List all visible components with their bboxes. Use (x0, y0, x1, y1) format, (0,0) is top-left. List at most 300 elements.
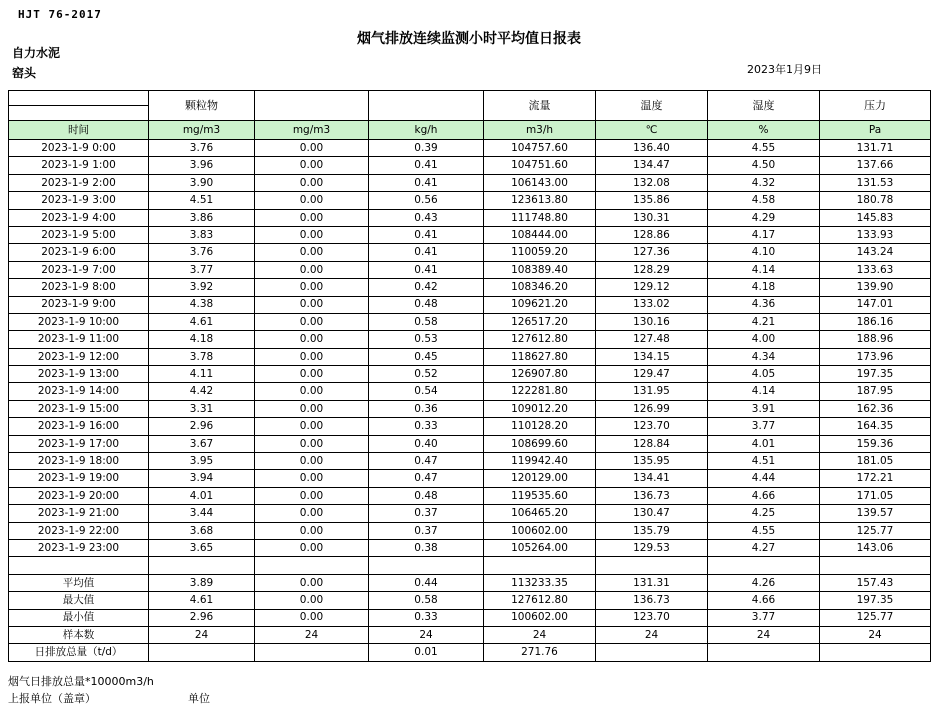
table-row (9, 487, 931, 504)
value-cell: 143.06 (820, 539, 931, 556)
value-cell: 4.18 (708, 279, 820, 296)
time-cell: 2023-1-9 9:00 (9, 296, 149, 313)
value-cell: 0.56 (369, 192, 484, 209)
value-cell: 0.00 (255, 261, 369, 278)
value-cell: 4.05 (708, 366, 820, 383)
value-cell: 133.02 (596, 296, 708, 313)
table-row (9, 313, 931, 330)
value-cell: 125.77 (820, 609, 931, 626)
value-cell: 4.21 (708, 313, 820, 330)
value-cell: 134.47 (596, 157, 708, 174)
value-cell: 119535.60 (484, 487, 596, 504)
summary-row (9, 592, 931, 609)
value-cell: 126907.80 (484, 366, 596, 383)
value-cell: 0.47 (369, 453, 484, 470)
time-cell: 2023-1-9 3:00 (9, 192, 149, 209)
column-label-pm: 颗粒物 (149, 91, 255, 121)
value-cell: 0.41 (369, 244, 484, 261)
value-cell: 128.29 (596, 261, 708, 278)
value-cell: 162.36 (820, 400, 931, 417)
value-cell: 24 (484, 626, 596, 643)
value-cell: 197.35 (820, 592, 931, 609)
value-cell: 139.90 (820, 279, 931, 296)
table-row (9, 296, 931, 313)
time-cell: 2023-1-9 21:00 (9, 505, 149, 522)
value-cell: 125.77 (820, 522, 931, 539)
value-cell: 4.44 (708, 470, 820, 487)
value-cell: 197.35 (820, 366, 931, 383)
time-cell: 2023-1-9 8:00 (9, 279, 149, 296)
table-row (9, 470, 931, 487)
table-row (9, 209, 931, 226)
time-cell: 2023-1-9 13:00 (9, 366, 149, 383)
header-blank-cell (9, 91, 149, 106)
table-row (9, 140, 931, 157)
value-cell: 133.93 (820, 226, 931, 243)
value-cell: 0.00 (255, 348, 369, 365)
value-cell: 4.55 (708, 522, 820, 539)
value-cell: 0.00 (255, 174, 369, 191)
value-cell: 4.32 (708, 174, 820, 191)
value-cell: 0.00 (255, 505, 369, 522)
value-cell: 128.86 (596, 226, 708, 243)
value-cell: 4.10 (708, 244, 820, 261)
table-row (9, 244, 931, 261)
value-cell: 0.00 (255, 366, 369, 383)
value-cell: 131.31 (596, 574, 708, 591)
value-cell: 187.95 (820, 383, 931, 400)
value-cell: 0.00 (255, 470, 369, 487)
column-label-temperature: 温度 (596, 91, 708, 121)
value-cell: 136.73 (596, 487, 708, 504)
time-cell: 2023-1-9 11:00 (9, 331, 149, 348)
value-cell (596, 644, 708, 661)
value-cell: 136.40 (596, 140, 708, 157)
value-cell: 3.68 (149, 522, 255, 539)
summary-row (9, 574, 931, 591)
empty-cell (596, 557, 708, 574)
value-cell: 0.00 (255, 192, 369, 209)
column-label-pressure: 压力 (820, 91, 931, 121)
value-cell: 3.76 (149, 140, 255, 157)
page-title: 烟气排放连续监测小时平均值日报表 (357, 31, 581, 47)
value-cell: 3.89 (149, 574, 255, 591)
time-cell: 2023-1-9 18:00 (9, 453, 149, 470)
value-cell: 0.38 (369, 539, 484, 556)
empty-cell (484, 557, 596, 574)
value-cell: 129.47 (596, 366, 708, 383)
value-cell: 0.00 (255, 157, 369, 174)
value-cell: 0.42 (369, 279, 484, 296)
value-cell: 129.53 (596, 539, 708, 556)
value-cell: 108389.40 (484, 261, 596, 278)
value-cell: 111748.80 (484, 209, 596, 226)
value-cell: 0.45 (369, 348, 484, 365)
value-cell: 4.11 (149, 366, 255, 383)
value-cell: 24 (149, 626, 255, 643)
value-cell: 4.50 (708, 157, 820, 174)
header-blank-cell (9, 106, 149, 121)
time-header-cell: 时间 (9, 121, 149, 140)
value-cell: 4.01 (149, 487, 255, 504)
value-cell: 119942.40 (484, 453, 596, 470)
value-cell: 135.95 (596, 453, 708, 470)
value-cell: 4.18 (149, 331, 255, 348)
value-cell: 171.05 (820, 487, 931, 504)
value-cell: 118627.80 (484, 348, 596, 365)
summary-label-cell: 最大值 (9, 592, 149, 609)
value-cell: 4.55 (708, 140, 820, 157)
value-cell: 0.00 (255, 574, 369, 591)
report-header (0, 0, 938, 90)
unit-cell: Pa (820, 121, 931, 140)
empty-cell (369, 557, 484, 574)
value-cell: 0.00 (255, 539, 369, 556)
value-cell: 3.44 (149, 505, 255, 522)
empty-cell (708, 557, 820, 574)
value-cell: 3.77 (708, 418, 820, 435)
value-cell: 0.58 (369, 592, 484, 609)
value-cell: 0.00 (255, 418, 369, 435)
value-cell: 110128.20 (484, 418, 596, 435)
value-cell: 106143.00 (484, 174, 596, 191)
value-cell: 4.25 (708, 505, 820, 522)
value-cell: 104751.60 (484, 157, 596, 174)
value-cell: 157.43 (820, 574, 931, 591)
value-cell: 127612.80 (484, 331, 596, 348)
summary-label-cell: 平均值 (9, 574, 149, 591)
table-row (9, 539, 931, 556)
time-cell: 2023-1-9 16:00 (9, 418, 149, 435)
value-cell: 126517.20 (484, 313, 596, 330)
table-row (9, 505, 931, 522)
value-cell: 132.08 (596, 174, 708, 191)
value-cell: 172.21 (820, 470, 931, 487)
value-cell: 0.58 (369, 313, 484, 330)
value-cell: 105264.00 (484, 539, 596, 556)
time-cell: 2023-1-9 5:00 (9, 226, 149, 243)
value-cell: 0.00 (255, 592, 369, 609)
value-cell: 4.66 (708, 487, 820, 504)
time-cell: 2023-1-9 10:00 (9, 313, 149, 330)
value-cell: 133.63 (820, 261, 931, 278)
value-cell: 130.47 (596, 505, 708, 522)
value-cell: 113233.35 (484, 574, 596, 591)
time-cell: 2023-1-9 12:00 (9, 348, 149, 365)
table-row (9, 226, 931, 243)
value-cell: 4.36 (708, 296, 820, 313)
summary-label-cell: 样本数 (9, 626, 149, 643)
value-cell: 3.86 (149, 209, 255, 226)
value-cell: 0.00 (255, 244, 369, 261)
unit-header-row (9, 121, 931, 140)
flow-total-note: 烟气日排放总量*10000m3/h (8, 674, 154, 688)
company-name: 自力水泥 (12, 46, 61, 60)
table-row (9, 331, 931, 348)
time-cell: 2023-1-9 19:00 (9, 470, 149, 487)
value-cell: 0.00 (255, 609, 369, 626)
table-row (9, 261, 931, 278)
value-cell: 108346.20 (484, 279, 596, 296)
time-cell: 2023-1-9 6:00 (9, 244, 149, 261)
value-cell: 4.01 (708, 435, 820, 452)
value-cell: 4.29 (708, 209, 820, 226)
value-cell: 3.65 (149, 539, 255, 556)
value-cell: 0.53 (369, 331, 484, 348)
empty-cell (820, 557, 931, 574)
value-cell: 4.27 (708, 539, 820, 556)
table-row (9, 366, 931, 383)
value-cell: 3.94 (149, 470, 255, 487)
time-cell: 2023-1-9 2:00 (9, 174, 149, 191)
value-cell: 127.48 (596, 331, 708, 348)
empty-cell (149, 557, 255, 574)
time-cell: 2023-1-9 22:00 (9, 522, 149, 539)
table-row (9, 157, 931, 174)
table-row (9, 174, 931, 191)
value-cell: 131.71 (820, 140, 931, 157)
value-cell: 0.00 (255, 487, 369, 504)
time-cell: 2023-1-9 23:00 (9, 539, 149, 556)
value-cell: 0.00 (255, 400, 369, 417)
value-cell: 3.90 (149, 174, 255, 191)
value-cell (820, 644, 931, 661)
value-cell: 0.00 (255, 435, 369, 452)
time-cell: 2023-1-9 4:00 (9, 209, 149, 226)
value-cell: 4.61 (149, 313, 255, 330)
value-cell: 3.78 (149, 348, 255, 365)
time-cell: 2023-1-9 1:00 (9, 157, 149, 174)
value-cell: 4.38 (149, 296, 255, 313)
value-cell: 108699.60 (484, 435, 596, 452)
value-cell: 104757.60 (484, 140, 596, 157)
table-row (9, 435, 931, 452)
value-cell: 0.00 (255, 383, 369, 400)
time-cell: 2023-1-9 20:00 (9, 487, 149, 504)
summary-row (9, 626, 931, 643)
value-cell: 123613.80 (484, 192, 596, 209)
table-row (9, 348, 931, 365)
value-cell: 0.01 (369, 644, 484, 661)
time-cell: 2023-1-9 15:00 (9, 400, 149, 417)
report-table (8, 90, 931, 662)
value-cell: 3.77 (149, 261, 255, 278)
value-cell: 123.70 (596, 418, 708, 435)
value-cell: 0.41 (369, 226, 484, 243)
table-row (9, 192, 931, 209)
value-cell: 109621.20 (484, 296, 596, 313)
reporting-unit-label: 上报单位（盖章） (8, 691, 96, 705)
value-cell: 130.16 (596, 313, 708, 330)
value-cell: 0.39 (369, 140, 484, 157)
summary-label-cell: 最小值 (9, 609, 149, 626)
value-cell: 120129.00 (484, 470, 596, 487)
value-cell: 0.37 (369, 505, 484, 522)
value-cell: 181.05 (820, 453, 931, 470)
value-cell: 0.00 (255, 296, 369, 313)
value-cell: 100602.00 (484, 609, 596, 626)
value-cell: 4.51 (708, 453, 820, 470)
value-cell: 4.14 (708, 383, 820, 400)
value-cell: 134.41 (596, 470, 708, 487)
value-cell: 24 (708, 626, 820, 643)
monitoring-point: 窑头 (12, 66, 37, 80)
unit-cell: % (708, 121, 820, 140)
value-cell: 4.17 (708, 226, 820, 243)
value-cell: 110059.20 (484, 244, 596, 261)
value-cell: 139.57 (820, 505, 931, 522)
value-cell: 134.15 (596, 348, 708, 365)
value-cell: 2.96 (149, 609, 255, 626)
value-cell: 4.61 (149, 592, 255, 609)
value-cell: 100602.00 (484, 522, 596, 539)
time-cell: 2023-1-9 17:00 (9, 435, 149, 452)
value-cell: 0.00 (255, 313, 369, 330)
value-cell: 3.92 (149, 279, 255, 296)
value-cell: 0.36 (369, 400, 484, 417)
value-cell: 130.31 (596, 209, 708, 226)
value-cell: 3.95 (149, 453, 255, 470)
value-cell: 0.00 (255, 522, 369, 539)
value-cell: 3.83 (149, 226, 255, 243)
value-cell: 0.00 (255, 279, 369, 296)
value-cell: 127612.80 (484, 592, 596, 609)
value-cell: 4.34 (708, 348, 820, 365)
value-cell: 24 (596, 626, 708, 643)
time-cell: 2023-1-9 14:00 (9, 383, 149, 400)
value-cell: 106465.20 (484, 505, 596, 522)
value-cell: 147.01 (820, 296, 931, 313)
table-row (9, 400, 931, 417)
value-cell: 143.24 (820, 244, 931, 261)
value-cell: 24 (255, 626, 369, 643)
value-cell: 4.51 (149, 192, 255, 209)
value-cell: 0.41 (369, 157, 484, 174)
empty-row (9, 557, 931, 574)
value-cell: 24 (369, 626, 484, 643)
value-cell (149, 644, 255, 661)
value-cell: 24 (820, 626, 931, 643)
empty-cell (255, 557, 369, 574)
value-cell: 109012.20 (484, 400, 596, 417)
value-cell: 137.66 (820, 157, 931, 174)
value-cell: 0.33 (369, 418, 484, 435)
value-cell: 0.41 (369, 261, 484, 278)
value-cell: 131.95 (596, 383, 708, 400)
table-row (9, 279, 931, 296)
value-cell: 271.76 (484, 644, 596, 661)
standard-code: HJT 76-2017 (18, 8, 102, 21)
value-cell: 0.00 (255, 226, 369, 243)
value-cell: 3.91 (708, 400, 820, 417)
unit-cell: m3/h (484, 121, 596, 140)
value-cell: 0.37 (369, 522, 484, 539)
value-cell: 0.41 (369, 174, 484, 191)
value-cell: 3.96 (149, 157, 255, 174)
unit-label: 单位 (188, 691, 210, 705)
column-label-flow: 流量 (484, 91, 596, 121)
value-cell: 127.36 (596, 244, 708, 261)
value-cell: 0.43 (369, 209, 484, 226)
value-cell: 123.70 (596, 609, 708, 626)
value-cell: 0.40 (369, 435, 484, 452)
value-cell: 4.14 (708, 261, 820, 278)
column-label-blank-1 (255, 91, 369, 121)
value-cell: 4.66 (708, 592, 820, 609)
value-cell: 3.77 (708, 609, 820, 626)
value-cell: 122281.80 (484, 383, 596, 400)
value-cell: 173.96 (820, 348, 931, 365)
value-cell: 4.58 (708, 192, 820, 209)
value-cell: 4.26 (708, 574, 820, 591)
summary-label-cell: 日排放总量（t/d） (9, 644, 149, 661)
time-cell: 2023-1-9 7:00 (9, 261, 149, 278)
summary-row (9, 644, 931, 661)
unit-cell: kg/h (369, 121, 484, 140)
unit-cell: mg/m3 (149, 121, 255, 140)
column-label-humidity: 湿度 (708, 91, 820, 121)
summary-row (9, 609, 931, 626)
value-cell: 131.53 (820, 174, 931, 191)
table-row (9, 522, 931, 539)
value-cell: 180.78 (820, 192, 931, 209)
value-cell: 0.00 (255, 209, 369, 226)
table-row (9, 418, 931, 435)
value-cell: 0.52 (369, 366, 484, 383)
report-footer (8, 673, 938, 707)
value-cell: 128.84 (596, 435, 708, 452)
value-cell: 145.83 (820, 209, 931, 226)
value-cell: 4.00 (708, 331, 820, 348)
value-cell: 2.96 (149, 418, 255, 435)
value-cell: 135.79 (596, 522, 708, 539)
value-cell (255, 644, 369, 661)
unit-cell: mg/m3 (255, 121, 369, 140)
value-cell: 0.00 (255, 453, 369, 470)
value-cell: 3.31 (149, 400, 255, 417)
value-cell: 164.35 (820, 418, 931, 435)
value-cell: 0.00 (255, 140, 369, 157)
value-cell: 3.76 (149, 244, 255, 261)
value-cell: 0.33 (369, 609, 484, 626)
value-cell: 0.47 (369, 470, 484, 487)
value-cell: 108444.00 (484, 226, 596, 243)
empty-cell (9, 557, 149, 574)
value-cell: 0.44 (369, 574, 484, 591)
time-cell: 2023-1-9 0:00 (9, 140, 149, 157)
value-cell: 0.48 (369, 296, 484, 313)
value-cell: 129.12 (596, 279, 708, 296)
value-cell: 159.36 (820, 435, 931, 452)
value-cell: 0.48 (369, 487, 484, 504)
table-row (9, 383, 931, 400)
value-cell: 3.67 (149, 435, 255, 452)
value-cell: 188.96 (820, 331, 931, 348)
table-row (9, 453, 931, 470)
report-date: 2023年1月9日 (747, 63, 822, 76)
value-cell: 136.73 (596, 592, 708, 609)
unit-cell: ℃ (596, 121, 708, 140)
value-cell: 0.54 (369, 383, 484, 400)
value-cell: 126.99 (596, 400, 708, 417)
value-cell (708, 644, 820, 661)
value-cell: 135.86 (596, 192, 708, 209)
column-label-blank-2 (369, 91, 484, 121)
value-cell: 186.16 (820, 313, 931, 330)
value-cell: 0.00 (255, 331, 369, 348)
value-cell: 4.42 (149, 383, 255, 400)
group-header-row (9, 91, 931, 106)
